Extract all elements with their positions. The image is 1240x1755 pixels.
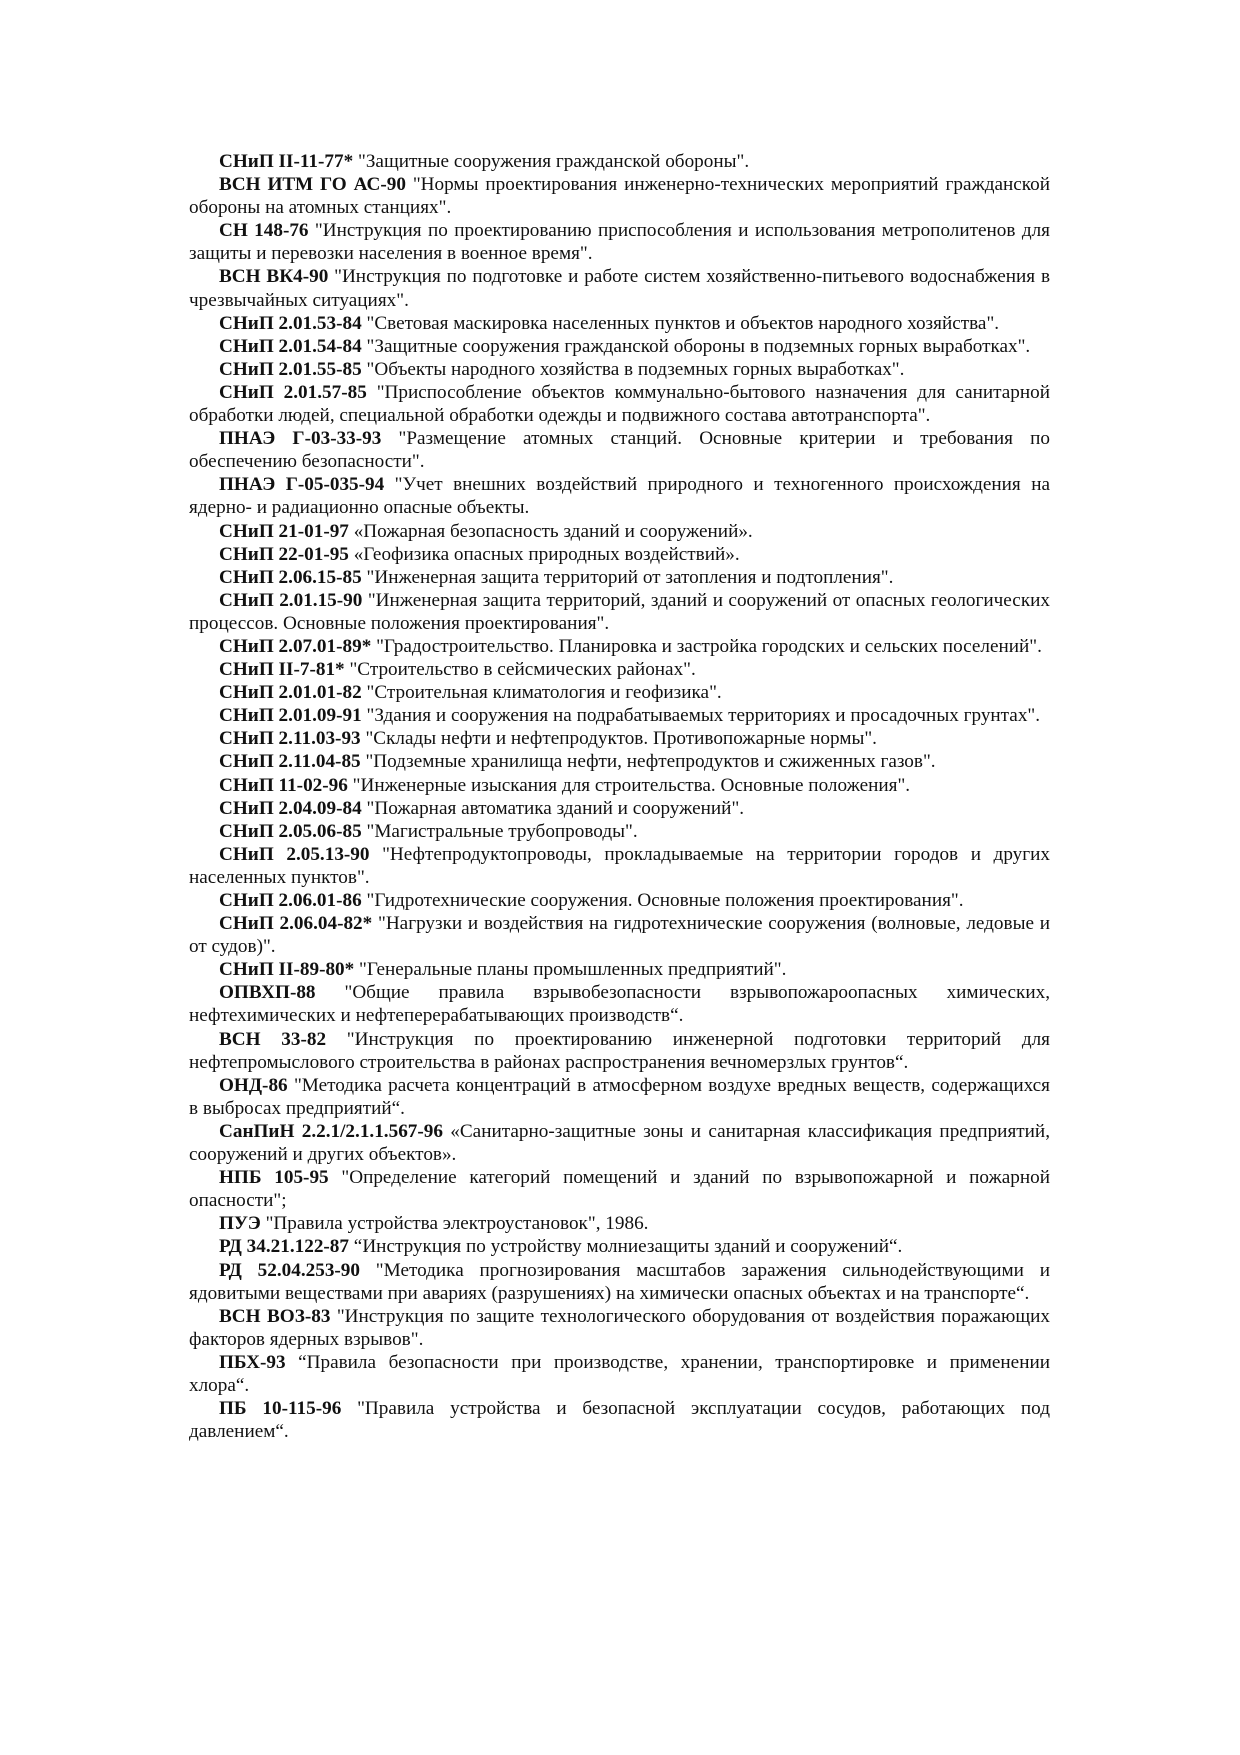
document-title: "Инженерные изыскания для строительства. Основные положения". [347, 774, 911, 796]
document-title: “Правила безопасности при производстве, хранении, транспортировке и применении хлора“. [189, 1351, 1050, 1396]
document-code: ПУЭ [219, 1213, 261, 1235]
document-title: "Инструкция по защите технологического оборудования от воздействия поражающих факторов ядерных взрывов". [189, 1305, 1051, 1350]
document-code: СНиП 2.11.03-93 [219, 728, 361, 750]
list-item [189, 635, 1050, 658]
document-title: "Магистральные трубопроводы". [361, 820, 638, 842]
list-item [189, 150, 1050, 173]
list-item [189, 1305, 1050, 1351]
document-title: "Правила устройства и безопасной эксплуатации сосудов, работающих под давлением“. [189, 1398, 1050, 1443]
document-code: СНиП 2.01.55-85 [219, 358, 362, 380]
document-code: СНиП 22-01-95 [219, 543, 349, 565]
document-code: СНиП 2.06.04-82* [219, 913, 373, 935]
list-item [189, 658, 1050, 681]
list-item [189, 889, 1050, 912]
list-item [189, 912, 1050, 958]
list-item [189, 312, 1050, 335]
document-title: "Световая маскировка населенных пунктов и объектов народного хозяйства". [361, 312, 1000, 334]
document-title: "Определение категорий помещений и зданий по взрывопожарной и пожарной опасности"; [189, 1167, 1050, 1212]
document-title: «Геофизика опасных природных воздействий». [348, 543, 740, 565]
document-title: "Инструкция по подготовке и работе систем хозяйственно-питьевого водоснабжения в чрезвычайных ситуациях". [189, 266, 1050, 311]
list-item [189, 1259, 1050, 1305]
document-title: "Пожарная автоматика зданий и сооружений". [361, 797, 745, 819]
document-title: «Пожарная безопасность зданий и сооружений». [348, 520, 753, 542]
document-title: "Размещение атомных станций. Основные критерии и требования по обеспечению безопасности". [189, 428, 1050, 473]
document-title: "Нефтепродуктопроводы, прокладываемые на территории городов и других населенных пунктов". [189, 843, 1050, 888]
document-code: СНиП II-11-77* [219, 151, 354, 172]
document-code: СНиП II-7-81* [219, 659, 345, 681]
document-code: СНиП 11-02-96 [219, 774, 348, 796]
document-code: НПБ 105-95 [219, 1167, 329, 1189]
list-item [189, 820, 1050, 843]
document-code: РД 34.21.122-87 [219, 1236, 349, 1258]
document-code: СанПиН 2.2.1/2.1.1.567-96 [219, 1120, 443, 1142]
list-item [189, 473, 1050, 519]
list-item [189, 727, 1050, 750]
document-title: "Нагрузки и воздействия на гидротехнические сооружения (волновые, ледовые и от судов)". [189, 913, 1051, 958]
document-title: “Инструкция по устройству молниезащиты зданий и сооружений“. [349, 1236, 903, 1258]
document-code: СНиП 2.11.04-85 [219, 751, 361, 773]
document-title: "Защитные сооружения гражданской обороны в подземных горных выработках". [361, 335, 1031, 357]
document-code: СНиП 2.07.01-89* [219, 635, 372, 657]
document-title: "Здания и сооружения на подрабатываемых территориях и просадочных грунтах". [361, 705, 1041, 727]
document-code: СНиП 2.04.09-84 [219, 797, 362, 819]
document-title: "Склады нефти и нефтепродуктов. Противопожарные нормы". [360, 728, 877, 750]
document-title: "Учет внешних воздействий природного и техногенного происхождения на ядерно- и радиационно опасные объекты. [189, 474, 1050, 519]
document-code: СНиП 2.01.15-90 [219, 589, 363, 611]
document-title: "Градостроительство. Планировка и застройка городских и сельских поселений". [371, 635, 1042, 657]
list-item [189, 843, 1050, 889]
list-item [189, 797, 1050, 820]
list-item [189, 381, 1050, 427]
document-title: "Приспособление объектов коммунально-бытового назначения для санитарной обработки людей, специальной обработки одежды и подвижного состава автотранспорта". [189, 381, 1050, 427]
normative-documents-list [189, 150, 1050, 1443]
document-code: СНиП 2.06.01-86 [219, 890, 362, 911]
list-item [189, 958, 1050, 981]
document-code: СНиП II-89-80* [219, 959, 355, 981]
document-code: ВСН ВК4-90 [219, 266, 329, 288]
list-item [189, 1166, 1050, 1212]
document-code: ПБХ-93 [219, 1351, 286, 1373]
list-item [189, 1028, 1050, 1074]
document-title: "Инструкция по проектированию инженерной подготовки территорий для нефтепромыслового строительства в районах распространения вечномерзлых грунтов“. [189, 1028, 1051, 1073]
document-code: СНиП 2.05.13-90 [219, 843, 370, 865]
document-code: СНиП 2.01.53-84 [219, 312, 362, 334]
document-title: "Общие правила взрывобезопасности взрывопожароопасных химических, нефтехимических и нефтеперерабатывающих производств“. [189, 982, 1050, 1027]
document-code: СНиП 2.01.09-91 [219, 705, 362, 727]
document-code: ОНД-86 [219, 1074, 288, 1096]
list-item [189, 566, 1050, 589]
list-item [189, 1212, 1050, 1235]
document-page [189, 150, 1050, 1443]
list-item [189, 681, 1050, 704]
list-item [189, 1120, 1050, 1166]
list-item [189, 543, 1050, 566]
list-item [189, 1351, 1050, 1397]
document-code: ОПВХП-88 [219, 982, 316, 1004]
document-title: "Строительная климатология и геофизика". [361, 682, 722, 704]
list-item [189, 335, 1050, 358]
document-code: РД 52.04.253-90 [219, 1259, 360, 1281]
document-title: "Объекты народного хозяйства в подземных горных выработках". [361, 358, 905, 380]
list-item [189, 520, 1050, 543]
document-code: ВСН 33-82 [219, 1028, 327, 1050]
document-title: "Инженерная защита территорий от затопления и подтопления". [361, 566, 894, 588]
document-title: "Защитные сооружения гражданской обороны". [353, 151, 750, 172]
document-title: "Генеральные планы промышленных предприятий". [354, 959, 787, 981]
document-code: СНиП 2.06.15-85 [219, 566, 362, 588]
list-item [189, 750, 1050, 773]
document-title: "Методика расчета концентраций в атмосферном воздухе вредных веществ, содержащихся в выбросах предприятий“. [189, 1074, 1050, 1119]
document-title: "Инженерная защита территорий, зданий и сооружений от опасных геологических процессов. Основные положения проектирования". [189, 589, 1050, 634]
document-title: "Гидротехнические сооружения. Основные положения проектирования". [361, 890, 964, 911]
list-item [189, 704, 1050, 727]
document-code: ПНАЭ Г-03-33-93 [219, 428, 382, 450]
document-code: ПБ 10-115-96 [219, 1398, 342, 1420]
list-item [189, 265, 1050, 311]
document-title: "Нормы проектирования инженерно-технических мероприятий гражданской обороны на атомных станциях". [189, 174, 1050, 219]
list-item [189, 1074, 1050, 1120]
list-item [189, 427, 1050, 473]
document-title: "Строительство в сейсмических районах". [344, 659, 696, 681]
document-title: "Подземные хранилища нефти, нефтепродуктов и сжиженных газов". [360, 751, 936, 773]
list-item [189, 173, 1050, 219]
document-code: СНиП 2.01.01-82 [219, 682, 362, 704]
document-code: СНиП 2.01.57-85 [219, 381, 367, 403]
list-item [189, 589, 1050, 635]
list-item [189, 1397, 1050, 1443]
document-code: ПНАЭ Г-05-035-94 [219, 474, 385, 496]
document-code: СНиП 2.05.06-85 [219, 820, 362, 842]
document-code: СНиП 21-01-97 [219, 520, 349, 542]
document-title: "Инструкция по проектированию приспособления и использования метрополитенов для защиты и перевозки населения в военное время". [189, 220, 1050, 265]
document-code: ВСН ИТМ ГО АС-90 [219, 174, 406, 196]
list-item [189, 219, 1050, 265]
document-code: СН 148-76 [219, 220, 309, 242]
list-item [189, 1235, 1050, 1258]
document-title: "Методика прогнозирования масштабов заражения сильнодействующими и ядовитыми веществами при авариях (разрушениях) на химически опасных объектах и на транспорте“. [189, 1259, 1050, 1304]
list-item [189, 774, 1050, 797]
document-title: "Правила устройства электроустановок", 1986. [260, 1213, 649, 1235]
document-code: ВСН ВОЗ-83 [219, 1305, 331, 1327]
list-item [189, 358, 1050, 381]
list-item [189, 981, 1050, 1027]
document-title: «Санитарно-защитные зоны и санитарная классификация предприятий, сооружений и других объектов». [189, 1120, 1050, 1166]
document-code: СНиП 2.01.54-84 [219, 335, 362, 357]
